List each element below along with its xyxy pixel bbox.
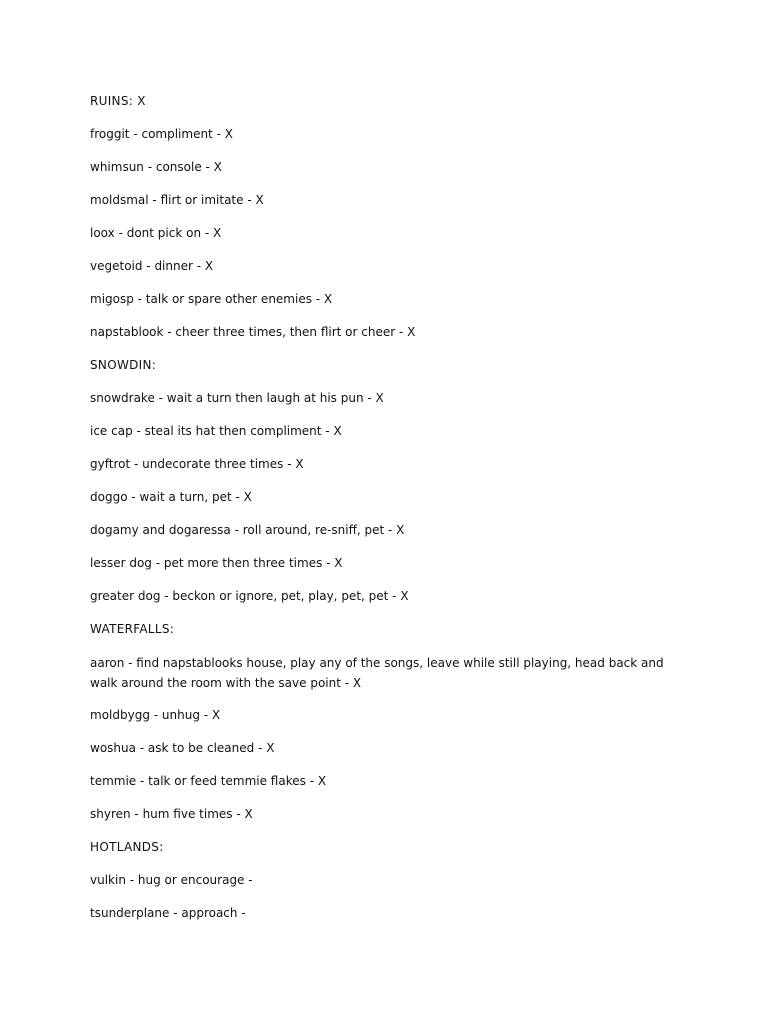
entry-vegetoid: vegetoid - dinner - X bbox=[90, 259, 214, 273]
entry-gyftrot: gyftrot - undecorate three times - X bbox=[90, 457, 304, 471]
entry-froggit: froggit - compliment - X bbox=[90, 127, 233, 141]
entry-dogamy-dogaressa: dogamy and dogaressa - roll around, re-sniff, pet - X bbox=[90, 523, 405, 537]
entry-moldbygg: moldbygg - unhug - X bbox=[90, 708, 221, 722]
entry-woshua: woshua - ask to be cleaned - X bbox=[90, 741, 275, 755]
entry-moldsmal: moldsmal - flirt or imitate - X bbox=[90, 193, 264, 207]
section-heading-hotlands: HOTLANDS: bbox=[90, 840, 164, 854]
entry-shyren: shyren - hum five times - X bbox=[90, 807, 253, 821]
entry-lesser-dog: lesser dog - pet more then three times - X bbox=[90, 556, 343, 570]
entry-tsunderplane: tsunderplane - approach - bbox=[90, 906, 246, 920]
entry-whimsun: whimsun - console - X bbox=[90, 160, 222, 174]
entry-migosp: migosp - talk or spare other enemies - X bbox=[90, 292, 333, 306]
entry-loox: loox - dont pick on - X bbox=[90, 226, 222, 240]
section-heading-waterfalls: WATERFALLS: bbox=[90, 622, 175, 636]
entry-ice-cap: ice cap - steal its hat then compliment - X bbox=[90, 424, 342, 438]
entry-temmie: temmie - talk or feed temmie flakes - X bbox=[90, 774, 327, 788]
section-heading-snowdin: SNOWDIN: bbox=[90, 358, 157, 372]
entry-vulkin: vulkin - hug or encourage - bbox=[90, 873, 253, 887]
entry-doggo: doggo - wait a turn, pet - X bbox=[90, 490, 252, 504]
entry-snowdrake: snowdrake - wait a turn then laugh at his pun - X bbox=[90, 391, 384, 405]
section-heading-ruins: RUINS: X bbox=[90, 94, 146, 108]
entry-aaron: aaron - find napstablooks house, play any of the songs, leave while still playing, head back and walk around the room with the save point - X bbox=[90, 656, 664, 690]
entry-napstablook: napstablook - cheer three times, then flirt or cheer - X bbox=[90, 325, 416, 339]
entry-greater-dog: greater dog - beckon or ignore, pet, play, pet, pet - X bbox=[90, 589, 409, 603]
document-body bbox=[90, 92, 670, 937]
